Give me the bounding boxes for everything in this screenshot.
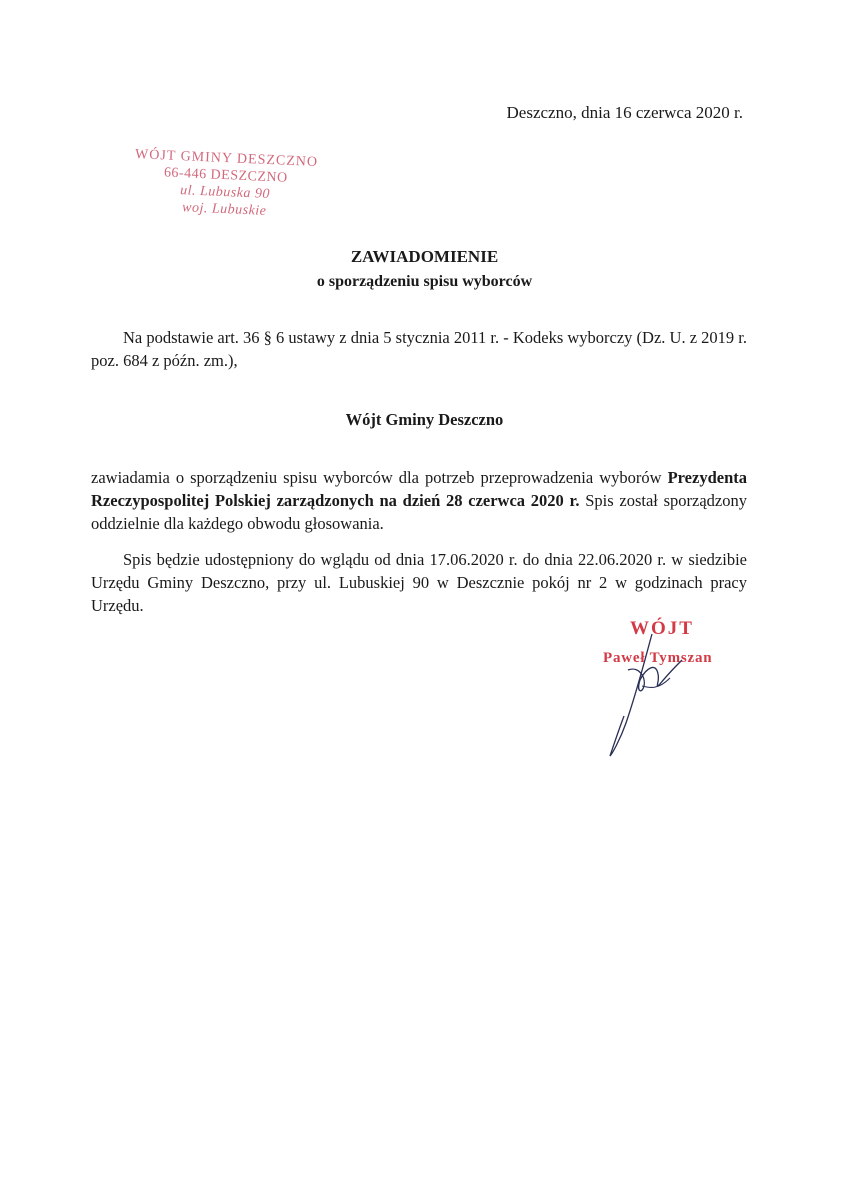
availability-paragraph: Spis będzie udostępniony do wglądu od dnia 17.06.2020 r. do dnia 22.06.2020 r. w siedzibie Urzędu Gminy Deszczno, przy ul. Lubuskiej 90 w Deszcznie pokój nr 2 w godzinach pracy Urzędu. — [91, 550, 747, 615]
notice-intro: zawiadamia o sporządzeniu spisu wyborców dla potrzeb przeprowadzenia wyborów — [91, 468, 668, 487]
handwritten-signature — [598, 628, 708, 763]
signature-stamp-name: Paweł Tymszan — [603, 650, 713, 666]
office-stamp-line-3: ul. Lubuska 90 — [179, 183, 271, 203]
notice-paragraph — [91, 466, 747, 535]
notice-election: Prezydenta Rzeczypospolitej Polskiej zarządzonych na dzień 28 czerwca 2020 r. — [91, 468, 747, 510]
office-stamp-line-1: WÓJT GMINY DESZCZNO — [134, 147, 319, 171]
notice-outro: Spis został sporządzony oddzielnie dla każdego obwodu głosowania. — [91, 491, 747, 533]
legal-basis-paragraph: Na podstawie art. 36 § 6 ustawy z dnia 5 stycznia 2011 r. - Kodeks wyborczy (Dz. U. z 2019 r. poz. 684 z późn. zm.), — [91, 328, 747, 370]
issuing-authority: Wójt Gminy Deszczno — [345, 410, 504, 429]
document-title: ZAWIADOMIENIE — [350, 247, 499, 266]
office-stamp-line-2: 66-446 DESZCZNO — [163, 165, 288, 186]
office-stamp-line-4: woj. Lubuskie — [181, 200, 267, 219]
office-stamp — [129, 146, 322, 222]
document-subtitle: o sporządzeniu spisu wyborców — [316, 273, 533, 290]
signature-stamp-title: WÓJT — [630, 618, 694, 639]
document-date: Deszczno, dnia 16 czerwca 2020 r. — [506, 103, 743, 122]
